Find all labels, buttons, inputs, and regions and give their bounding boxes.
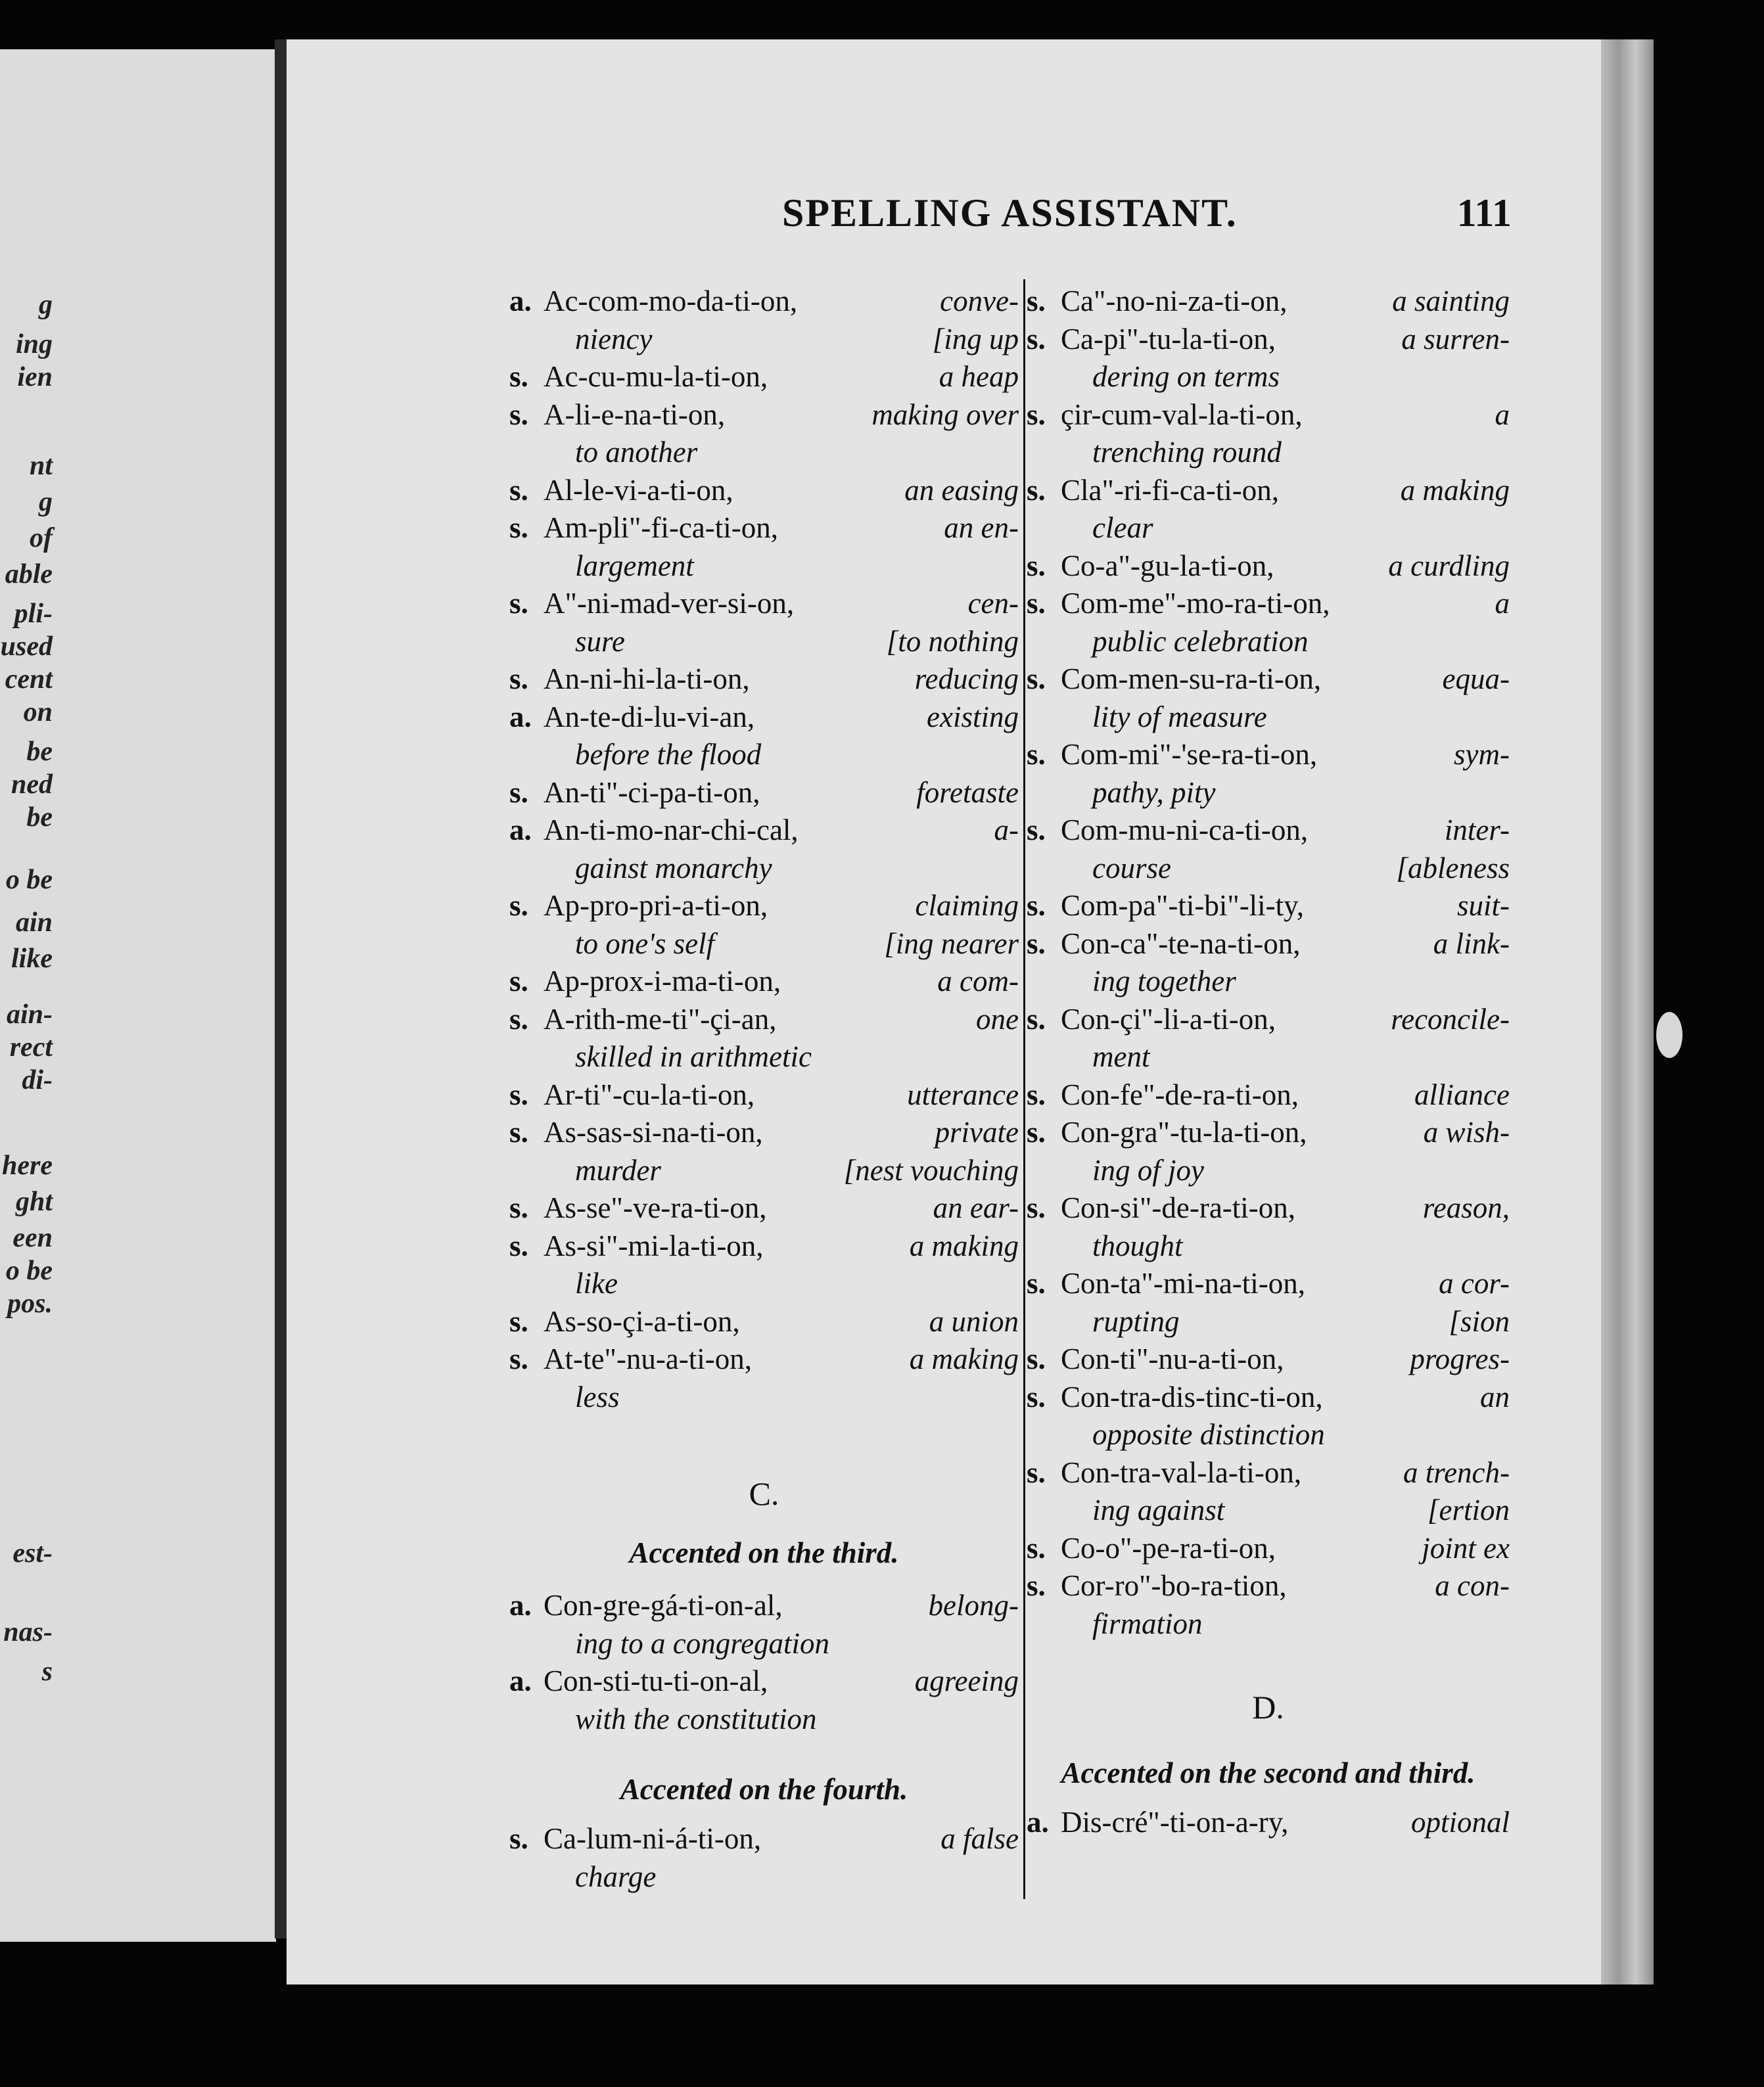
headword: Co-a"-gu-la-ti-on, (1061, 549, 1274, 582)
definition: a curdling (1388, 549, 1510, 582)
entry-continuation (509, 623, 1019, 660)
headword: Ca"-no-ni-za-ti-on, (1061, 285, 1288, 317)
headword: Con-ti"-nu-a-ti-on, (1061, 1342, 1284, 1375)
definition: charge (575, 1860, 657, 1893)
entry-continuation (1027, 1416, 1510, 1453)
part-of-speech: s. (509, 1002, 528, 1036)
definition: like (575, 1267, 618, 1300)
headword: Com-mi"-'se-ra-ti-on, (1061, 738, 1318, 771)
entry-line (509, 509, 1019, 546)
definition: a sainting (1392, 285, 1510, 317)
running-title: SPELLING ASSISTANT. (782, 191, 1238, 235)
definition: ing against (1092, 1494, 1225, 1526)
column-divider (1023, 279, 1025, 1899)
entry-continuation (1027, 1492, 1510, 1528)
facing-page-fragment: on (23, 697, 53, 727)
definition: a com- (937, 965, 1019, 998)
part-of-speech: s. (1027, 662, 1046, 695)
facing-page-fragment: s (41, 1657, 53, 1687)
entry-continuation (509, 321, 1019, 357)
part-of-speech: s. (1027, 322, 1046, 355)
facing-page-fragment: of (30, 523, 53, 553)
definition: lity of measure (1092, 700, 1267, 733)
part-of-speech: a. (509, 1664, 532, 1697)
headword: Con-si"-de-ra-ti-on, (1061, 1191, 1296, 1224)
entry-line (509, 358, 1019, 395)
part-of-speech: s. (509, 1229, 528, 1262)
definition: a making (1400, 473, 1510, 507)
facing-page-fragment: di- (22, 1065, 53, 1095)
definition: rupting (1092, 1304, 1180, 1338)
definition: making over (871, 398, 1019, 431)
facing-page-fragment: be (26, 737, 53, 767)
entry-continuation (509, 1152, 1019, 1189)
part-of-speech: s. (1027, 398, 1046, 431)
part-of-speech: a. (509, 285, 532, 317)
paper-stain (1656, 1012, 1683, 1058)
entry-line (509, 1189, 1019, 1226)
definition: a cor- (1439, 1267, 1510, 1300)
definition: a trench- (1403, 1456, 1510, 1489)
entry-continuation (1027, 1152, 1510, 1189)
part-of-speech: s. (1027, 285, 1046, 317)
section-heading: C. (749, 1475, 779, 1512)
facing-page-fragment: pli- (14, 599, 53, 629)
entry-continuation (509, 434, 1019, 470)
headword: As-so-çi-a-ti-on, (544, 1304, 740, 1338)
definition: conve- (940, 285, 1019, 317)
facing-page-fragment: cent (5, 664, 53, 695)
definition: utterance (907, 1078, 1019, 1111)
definition: existing (927, 700, 1019, 733)
accent-subheading: Accented on the fourth. (620, 1773, 908, 1806)
entry-line (1027, 472, 1510, 509)
facing-page-fragment: ned (11, 769, 53, 800)
facing-page-fragment: used (0, 631, 53, 662)
headword: Com-mu-ni-ca-ti-on, (1061, 814, 1309, 846)
definition: a con- (1435, 1569, 1510, 1602)
part-of-speech: s. (509, 775, 528, 809)
definition: progres- (1410, 1342, 1510, 1375)
entry-line (509, 1076, 1019, 1113)
headword: As-se"-ve-ra-ti-on, (544, 1191, 767, 1224)
entry-continuation (1027, 358, 1510, 395)
facing-page-fragment: o be (5, 1256, 53, 1286)
headword: An-ni-hi-la-ti-on, (544, 662, 750, 695)
definition: inter- (1444, 814, 1510, 846)
definition: foretaste (916, 775, 1019, 809)
facing-page-fragment: ght (15, 1187, 53, 1217)
definition: skilled in arithmetic (575, 1040, 812, 1073)
part-of-speech: s. (1027, 1002, 1046, 1036)
definition: with the constitution (575, 1702, 817, 1735)
part-of-speech: s. (509, 1342, 528, 1375)
entry-line (509, 585, 1019, 622)
headword: Ca-lum-ni-á-ti-on, (544, 1822, 762, 1855)
definition: dering on terms (1092, 360, 1280, 393)
headword: Con-sti-tu-ti-on-al, (544, 1664, 768, 1697)
entry-line (1027, 736, 1510, 773)
entry-line (1027, 1341, 1510, 1377)
part-of-speech: s. (1027, 1569, 1046, 1602)
facing-page-fragment: ien (17, 362, 53, 392)
definition: gainst monarchy (575, 851, 772, 884)
part-of-speech: s. (1027, 473, 1046, 507)
part-of-speech: s. (509, 360, 528, 393)
entry-line (1027, 1114, 1510, 1151)
accent-subheading: Accented on the third. (629, 1536, 899, 1569)
entry-continuation (1027, 509, 1510, 546)
definition: an (1480, 1380, 1510, 1413)
headword: At-te"-nu-a-ti-on, (544, 1342, 752, 1375)
entry-line (509, 812, 1019, 848)
definition: opposite distinction (1092, 1418, 1325, 1451)
section-heading: D. (1252, 1689, 1284, 1726)
definition: trenching round (1092, 436, 1282, 469)
definition: a surren- (1401, 322, 1510, 355)
entry-line (1027, 1804, 1510, 1841)
definition: ment (1092, 1040, 1150, 1073)
facing-page-fragment: ain (15, 907, 53, 938)
part-of-speech: s. (1027, 587, 1046, 620)
book-gutter (275, 39, 287, 1938)
facing-page-fragment: pos. (7, 1289, 53, 1319)
entry-line (1027, 1265, 1510, 1302)
part-of-speech: s. (509, 587, 528, 620)
part-of-speech: s. (1027, 738, 1046, 771)
definition: reason, (1422, 1191, 1510, 1224)
headword: Al-le-vi-a-ti-on, (544, 473, 733, 507)
part-of-speech: s. (1027, 1267, 1046, 1300)
definition: a (1495, 587, 1510, 620)
entry-line (509, 774, 1019, 811)
definition: a false (940, 1822, 1019, 1855)
accent-subheading: Accented on the second and third. (1061, 1756, 1475, 1789)
part-of-speech: s. (1027, 1116, 1046, 1149)
headword: Ap-prox-i-ma-ti-on, (544, 965, 781, 998)
entry-line (1027, 887, 1510, 924)
entry-line (1027, 585, 1510, 622)
part-of-speech: s. (1027, 1380, 1046, 1413)
part-of-speech: s. (1027, 927, 1046, 960)
definition: claiming (915, 889, 1019, 922)
definition: joint ex (1422, 1531, 1510, 1565)
definition: ing to a congregation (575, 1626, 830, 1660)
headword: Con-ta"-mi-na-ti-on, (1061, 1267, 1306, 1300)
definition: optional (1410, 1806, 1510, 1839)
entry-line (509, 1587, 1019, 1624)
definition: sure (575, 624, 625, 658)
entry-line (1027, 812, 1510, 848)
headword: Cor-ro"-bo-ra-tion, (1061, 1569, 1287, 1602)
headword: Con-tra-dis-tinc-ti-on, (1061, 1380, 1323, 1413)
entry-continuation (509, 1858, 1019, 1895)
part-of-speech: s. (1027, 1531, 1046, 1565)
facing-page-fragment: like (11, 944, 53, 974)
headword: A"-ni-mad-ver-si-on, (544, 587, 795, 620)
entry-line (1027, 1076, 1510, 1113)
part-of-speech: s. (1027, 1078, 1046, 1111)
definition: largement (575, 549, 694, 582)
headword: A-li-e-na-ti-on, (544, 398, 726, 431)
definition: before the flood (575, 738, 762, 771)
headword: çir-cum-val-la-ti-on, (1061, 398, 1303, 431)
definition: a wish- (1423, 1116, 1510, 1149)
definition: a link- (1433, 927, 1510, 960)
entry-continuation (509, 547, 1019, 584)
definition: a- (994, 814, 1019, 846)
definition: niency (575, 322, 653, 355)
part-of-speech: a. (509, 700, 532, 733)
headword: A-rith-me-ti"-çi-an, (544, 1002, 777, 1036)
definition: sym- (1454, 738, 1510, 771)
catchword: [nest vouching (843, 1153, 1019, 1187)
definition: belong- (928, 1589, 1019, 1622)
part-of-speech: s. (1027, 549, 1046, 582)
headword: An-ti"-ci-pa-ti-on, (544, 775, 760, 809)
entry-line (1027, 396, 1510, 433)
page-header (782, 191, 1512, 237)
definition: agreeing (914, 1664, 1019, 1697)
entry-line (1027, 1567, 1510, 1604)
headword: Com-pa"-ti-bi"-li-ty, (1061, 889, 1304, 922)
facing-page-fragment: nt (29, 451, 53, 481)
entry-continuation (1027, 963, 1510, 999)
part-of-speech: a. (509, 1589, 532, 1622)
entry-continuation (509, 736, 1019, 773)
headword: Com-me"-mo-ra-ti-on, (1061, 587, 1330, 620)
part-of-speech: s. (509, 1078, 528, 1111)
entry-line (509, 1820, 1019, 1857)
definition: suit- (1456, 889, 1510, 922)
definition: ing of joy (1092, 1153, 1204, 1187)
definition: cen- (967, 587, 1019, 620)
entry-line (1027, 1530, 1510, 1567)
part-of-speech: s. (509, 511, 528, 544)
headword: Con-tra-val-la-ti-on, (1061, 1456, 1302, 1489)
part-of-speech: s. (509, 398, 528, 431)
headword: Con-gre-gá-ti-on-al, (544, 1589, 783, 1622)
headword: Ar-ti"-cu-la-ti-on, (544, 1078, 755, 1111)
headword: An-ti-mo-nar-chi-cal, (544, 814, 799, 846)
definition: a (1495, 398, 1510, 431)
headword: Cla"-ri-fi-ca-ti-on, (1061, 473, 1279, 507)
catchword: [ableness (1396, 851, 1510, 884)
entry-line (509, 472, 1019, 509)
part-of-speech: a. (1027, 1806, 1049, 1839)
entry-continuation (1027, 850, 1510, 886)
headword: Con-gra"-tu-la-ti-on, (1061, 1116, 1307, 1149)
facing-page-fragment: o be (5, 865, 53, 895)
entry-line (509, 660, 1019, 697)
facing-page-fragment: ing (15, 329, 53, 359)
entry-line (509, 1114, 1019, 1151)
entry-continuation (1027, 774, 1510, 811)
entry-continuation (1027, 623, 1510, 660)
facing-page-fragment: rect (9, 1032, 53, 1063)
definition: ing together (1092, 965, 1236, 998)
entry-line (1027, 1189, 1510, 1226)
definition: course (1092, 851, 1171, 884)
part-of-speech: s. (1027, 1191, 1046, 1224)
headword: Con-çi"-li-a-ti-on, (1061, 1002, 1276, 1036)
entry-line (1027, 925, 1510, 962)
page-edges (1601, 39, 1654, 1984)
headword: As-sas-si-na-ti-on, (544, 1116, 763, 1149)
headword: Ac-com-mo-da-ti-on, (544, 285, 798, 317)
entry-line (1027, 660, 1510, 697)
headword: Am-pli"-fi-ca-ti-on, (544, 511, 778, 544)
headword: Con-ca"-te-na-ti-on, (1061, 927, 1301, 960)
part-of-speech: s. (509, 1304, 528, 1338)
definition: an en- (944, 511, 1019, 544)
entry-line (1027, 321, 1510, 357)
facing-page-fragment: g (39, 487, 53, 517)
part-of-speech: s. (1027, 814, 1046, 846)
entry-continuation (1027, 1303, 1510, 1340)
facing-page-fragment: nas- (3, 1617, 53, 1647)
headword: Dis-cré"-ti-on-a-ry, (1061, 1806, 1289, 1839)
definition: firmation (1092, 1607, 1203, 1640)
entry-continuation (509, 925, 1019, 962)
catchword: [to nothing (886, 624, 1019, 658)
entry-continuation (1027, 434, 1510, 470)
entry-line (509, 1341, 1019, 1377)
definition: one (976, 1002, 1019, 1036)
part-of-speech: s. (509, 473, 528, 507)
facing-page-fragment: be (26, 802, 53, 833)
definition: reducing (914, 662, 1019, 695)
part-of-speech: s. (509, 1822, 528, 1855)
catchword: [ing nearer (884, 927, 1019, 960)
definition: a making (909, 1342, 1019, 1375)
entry-line (1027, 1001, 1510, 1038)
facing-page-fragment: est- (12, 1538, 53, 1569)
entry-line (1027, 283, 1510, 319)
definition: an easing (904, 473, 1019, 507)
part-of-speech: s. (509, 1116, 528, 1149)
headword: Co-o"-pe-ra-ti-on, (1061, 1531, 1276, 1565)
entry-continuation (509, 1625, 1019, 1662)
part-of-speech: s. (509, 662, 528, 695)
facing-page-fragment: g (39, 290, 53, 320)
part-of-speech: s. (509, 965, 528, 998)
definition: to another (575, 436, 698, 469)
headword: An-te-di-lu-vi-an, (544, 700, 755, 733)
part-of-speech: s. (1027, 1342, 1046, 1375)
catchword: [ertion (1427, 1494, 1510, 1526)
definition: clear (1092, 511, 1153, 544)
entry-continuation (509, 1038, 1019, 1075)
definition: an ear- (933, 1191, 1019, 1224)
entry-continuation (509, 1265, 1019, 1302)
page-number: 111 (1456, 191, 1512, 235)
headword: Com-men-su-ra-ti-on, (1061, 662, 1322, 695)
headword: Ca-pi"-tu-la-ti-on, (1061, 322, 1276, 355)
definition: private (935, 1116, 1019, 1149)
definition: murder (575, 1153, 661, 1187)
entry-line (509, 1001, 1019, 1038)
entry-line (1027, 547, 1510, 584)
definition: less (575, 1380, 620, 1413)
entry-continuation (509, 850, 1019, 886)
entry-line (509, 1227, 1019, 1264)
definition: a heap (939, 360, 1019, 393)
part-of-speech: a. (509, 814, 532, 846)
definition: equa- (1442, 662, 1510, 695)
entry-line (509, 283, 1019, 319)
headword: As-si"-mi-la-ti-on, (544, 1229, 764, 1262)
headword: Con-fe"-de-ra-ti-on, (1061, 1078, 1299, 1111)
entry-line (509, 1663, 1019, 1699)
part-of-speech: s. (509, 889, 528, 922)
entry-line (509, 699, 1019, 735)
part-of-speech: s. (1027, 889, 1046, 922)
catchword: [ing up (932, 322, 1019, 355)
entry-line (1027, 1454, 1510, 1491)
facing-page-fragment: een (12, 1223, 53, 1253)
entry-line (1027, 1379, 1510, 1415)
entry-continuation (1027, 1605, 1510, 1642)
part-of-speech: s. (509, 1191, 528, 1224)
entry-line (509, 1303, 1019, 1340)
entry-continuation (509, 1701, 1019, 1737)
part-of-speech: s. (1027, 1456, 1046, 1489)
definition: alliance (1414, 1078, 1510, 1111)
headword: Ac-cu-mu-la-ti-on, (544, 360, 768, 393)
catchword: [sion (1449, 1304, 1510, 1338)
definition: pathy, pity (1092, 775, 1216, 809)
definition: a union (929, 1304, 1019, 1338)
facing-page-fragment: ain- (6, 999, 53, 1030)
definition: public celebration (1092, 624, 1309, 658)
definition: a making (909, 1229, 1019, 1262)
entry-continuation (1027, 699, 1510, 735)
facing-page-fragment: able (5, 559, 53, 589)
entry-continuation (1027, 1227, 1510, 1264)
definition: reconcile- (1391, 1002, 1510, 1036)
entry-line (509, 963, 1019, 999)
facing-page-fragment: here (2, 1151, 53, 1181)
entry-continuation (1027, 1038, 1510, 1075)
entry-continuation (509, 1379, 1019, 1415)
headword: Ap-pro-pri-a-ti-on, (544, 889, 768, 922)
entry-line (509, 396, 1019, 433)
definition: thought (1092, 1229, 1183, 1262)
entry-line (509, 887, 1019, 924)
definition: to one's self (575, 927, 715, 960)
